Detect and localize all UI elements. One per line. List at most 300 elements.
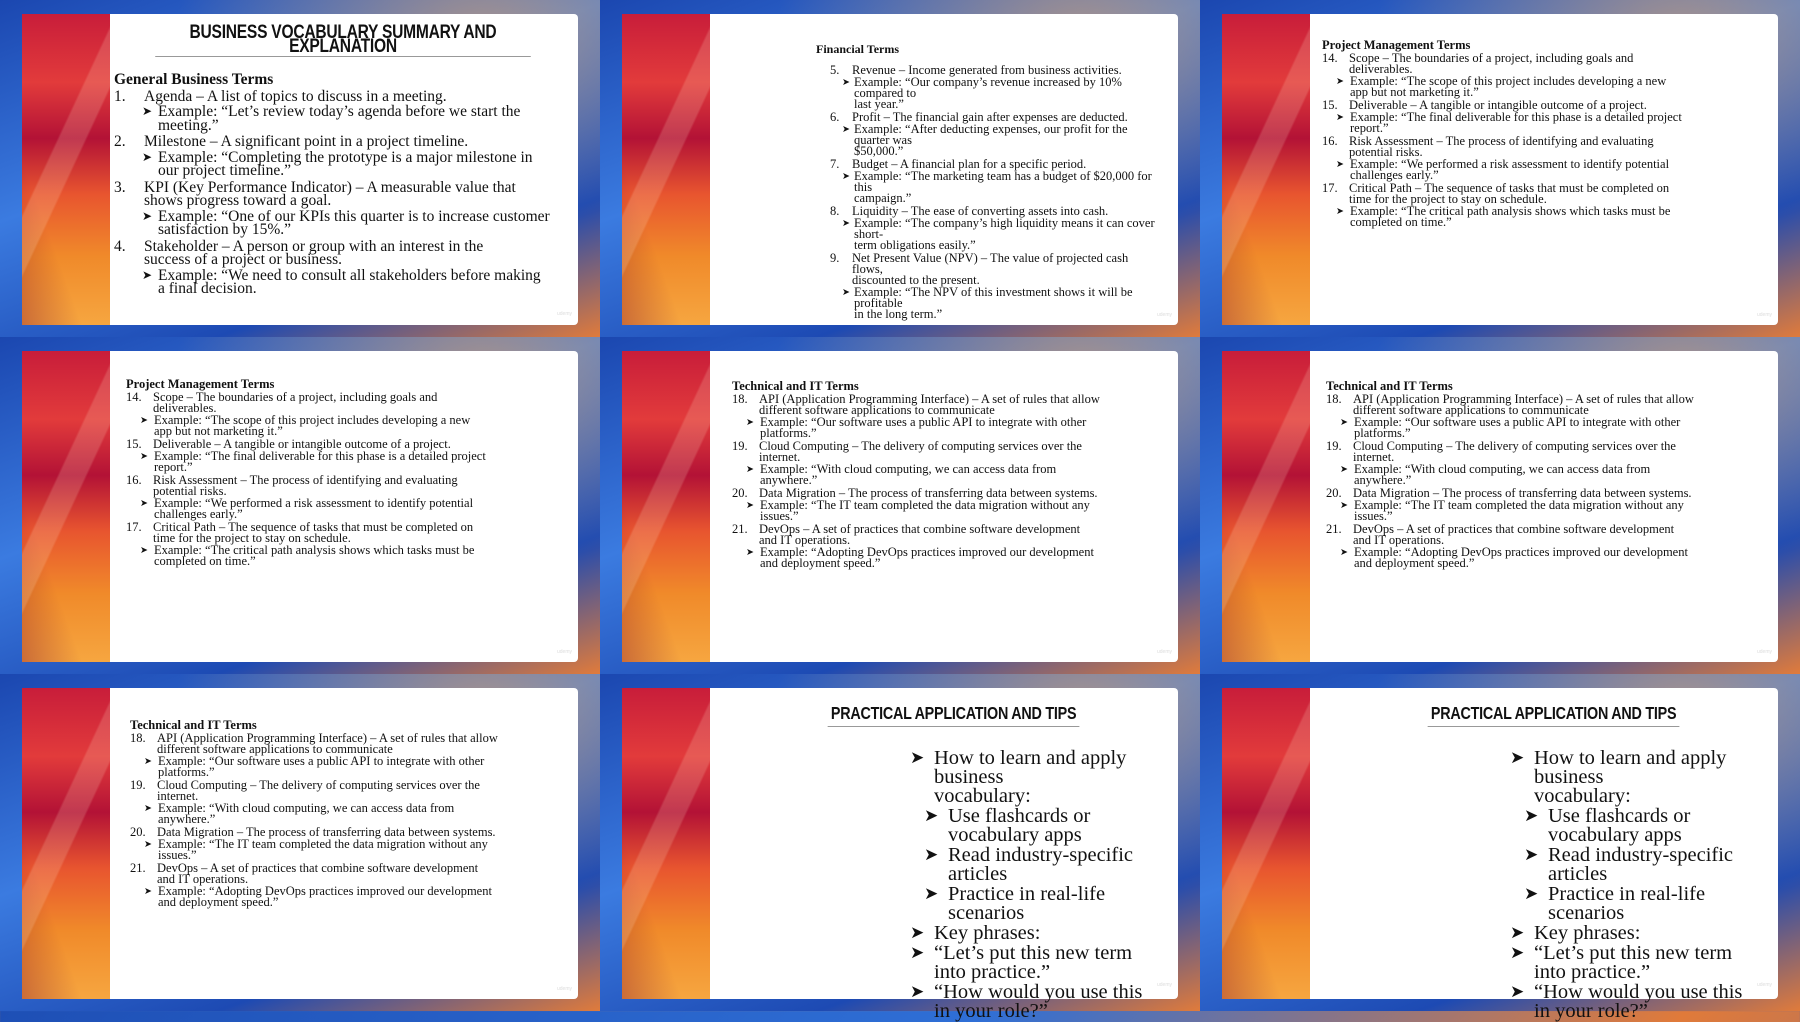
item-number: 20. [130, 825, 146, 839]
text-line: Cloud Computing – The delivery of computing services over the [157, 778, 480, 792]
text-line: Example: “The scope of this project includes developing a new [154, 413, 471, 427]
text-line: “Let’s put this new term into practice.” [1534, 942, 1733, 983]
text-line: Data Migration – The process of transferring data between systems. [157, 825, 496, 839]
term-item [126, 475, 568, 497]
section-heading: Project Management Terms [1322, 38, 1471, 52]
arrow-bullet-icon: ➤ [924, 806, 939, 826]
text-line: “How would you use this in your role?” [934, 981, 1143, 1022]
thumb-8[interactable] [600, 674, 1200, 1022]
text-line: platforms.” [158, 765, 215, 779]
slide-title: PRACTICAL APPLICATION AND TIPS [1428, 704, 1680, 727]
text-line: Example: “Our software uses a public API to integrate with other [1354, 415, 1681, 429]
arrow-bullet-icon: ➤ [910, 923, 925, 943]
watermark: udemy [1156, 312, 1172, 318]
text-line: Deliverable – A tangible or intangible outcome of a project. [153, 437, 451, 451]
slide-art [22, 351, 110, 662]
item-number: 1. [114, 87, 126, 105]
arrow-bullet-icon: ➤ [1336, 206, 1344, 217]
text-line: anywhere.” [1354, 473, 1412, 487]
term-item [1322, 183, 1768, 205]
text-line: platforms.” [1354, 426, 1411, 440]
arrow-bullet-icon: ➤ [910, 943, 925, 963]
text-line: different software applications to communicate [1353, 403, 1589, 417]
tip-bullet [910, 983, 1158, 1021]
text-line: Deliverable – A tangible or intangible outcome of a project. [1349, 98, 1647, 112]
text-line: Risk Assessment – The process of identifying and evaluating [1349, 134, 1654, 148]
text-line: Data Migration – The process of transferring data between systems. [1353, 486, 1692, 500]
arrow-bullet-icon: ➤ [1340, 464, 1348, 475]
arrow-bullet-icon: ➤ [144, 756, 152, 767]
arrow-bullet-icon: ➤ [1524, 845, 1539, 865]
text-line: and deployment speed.” [158, 895, 279, 909]
term-item [1322, 53, 1768, 75]
watermark: udemy [1756, 649, 1772, 655]
slide-tech-terms [1310, 351, 1778, 662]
example-item [732, 464, 1168, 486]
text-line: Example: “Adopting DevOps practices improved our development [760, 545, 1094, 559]
item-number: 2. [114, 133, 126, 150]
example-item [830, 77, 1158, 110]
tip-bullet [910, 807, 1158, 845]
item-number: 20. [732, 486, 748, 500]
item-number: 7. [830, 157, 840, 171]
thumb-4[interactable] [0, 337, 600, 674]
text-line: Liquidity – The ease of converting assets into cash. [852, 204, 1109, 218]
text-line: Example: “The final deliverable for this phase is a detailed project [154, 449, 486, 463]
text-line: our project timeline.” [158, 162, 291, 179]
watermark: udemy [556, 310, 572, 317]
item-number: 16. [126, 473, 142, 487]
item-number: 5. [830, 63, 840, 77]
example-item [130, 839, 568, 861]
text-line: Cloud Computing – The delivery of computing services over the [1353, 439, 1676, 453]
slide-art [1222, 688, 1310, 999]
text-line: $50,000.” [854, 144, 904, 158]
arrow-bullet-icon: ➤ [746, 417, 754, 428]
text-line: app but not marketing it.” [154, 424, 283, 438]
text-line: Example: “We performed a risk assessment to identify potential [1350, 157, 1670, 171]
item-number: 19. [130, 778, 146, 792]
example-item [130, 756, 568, 778]
tip-bullet [910, 846, 1158, 884]
thumb-1[interactable] [0, 0, 600, 337]
example-item [1322, 112, 1768, 134]
arrow-bullet-icon: ➤ [924, 845, 939, 865]
arrow-bullet-icon: ➤ [1510, 923, 1525, 943]
item-number: 8. [830, 204, 840, 218]
arrow-bullet-icon: ➤ [746, 500, 754, 511]
arrow-bullet-icon: ➤ [1524, 884, 1539, 904]
slide-practical-tips [1310, 688, 1778, 1022]
text-line: meeting.” [158, 116, 219, 134]
text-line: Practice in real-life scenarios [948, 883, 1106, 924]
text-line: Critical Path – The sequence of tasks that must be completed on [153, 520, 474, 534]
term-item [130, 733, 568, 755]
text-line: DevOps – A set of practices that combine software development [759, 522, 1081, 536]
text-line: vocabulary: [934, 785, 1031, 807]
term-item [1322, 136, 1768, 158]
slide-financial-terms [710, 14, 1178, 325]
thumb-7[interactable] [0, 674, 600, 1011]
arrow-bullet-icon: ➤ [910, 982, 925, 1002]
term-item [126, 522, 568, 544]
text-line: Example: “With cloud computing, we can access data from [1354, 462, 1651, 476]
text-line: Critical Path – The sequence of tasks that must be completed on [1349, 181, 1670, 195]
text-line: issues.” [760, 509, 799, 523]
arrow-bullet-icon: ➤ [1524, 806, 1539, 826]
example-item [830, 218, 1158, 251]
text-line: Example: “Our software uses a public API to integrate with other [760, 415, 1087, 429]
text-line: discounted to the present. [852, 273, 980, 287]
text-line: app but not marketing it.” [1350, 85, 1479, 99]
text-line: and deployment speed.” [760, 556, 881, 570]
text-line: Agenda – A list of topics to discuss in a meeting. [144, 87, 447, 105]
item-number: 19. [732, 439, 748, 453]
text-line: a final decision. [158, 280, 257, 297]
arrow-bullet-icon: ➤ [142, 104, 153, 118]
example-item [126, 451, 568, 473]
arrow-bullet-icon: ➤ [746, 464, 754, 475]
tip-bullet [1510, 924, 1758, 943]
text-line: Example: “The critical path analysis shows which tasks must be [1350, 204, 1671, 218]
text-line: Revenue – Income generated from business activities. [852, 63, 1122, 77]
watermark: udemy [1756, 312, 1772, 318]
arrow-bullet-icon: ➤ [1340, 500, 1348, 511]
text-line: internet. [759, 450, 801, 464]
text-line: different software applications to communicate [759, 403, 995, 417]
text-line: in the long term.” [854, 307, 943, 321]
item-number: 6. [830, 110, 840, 124]
item-number: 21. [732, 522, 748, 536]
text-line: API (Application Programming Interface) – A set of rules that allow [157, 731, 498, 745]
tip-bullet [1510, 885, 1758, 923]
text-line: vocabulary: [1534, 785, 1631, 807]
term-item [1326, 524, 1768, 546]
text-line: completed on time.” [1350, 215, 1452, 229]
example-item [126, 415, 568, 437]
text-line: potential risks. [153, 484, 227, 498]
text-line: Profit – The financial gain after expenses are deducted. [852, 110, 1128, 124]
item-number: 18. [732, 392, 748, 406]
term-item [114, 237, 572, 268]
slide-art [622, 688, 710, 999]
text-line: Example: “The scope of this project includes developing a new [1350, 74, 1667, 88]
example-item [130, 886, 568, 908]
text-line: Scope – The boundaries of a project, including goals and [1349, 51, 1634, 65]
term-item [1326, 394, 1768, 416]
slide-art [1222, 351, 1310, 662]
tips-list [750, 749, 1158, 1021]
text-line: and IT operations. [1353, 533, 1445, 547]
tip-bullet [1510, 944, 1758, 982]
example-item [114, 105, 572, 132]
term-item [126, 392, 568, 414]
term-item [114, 87, 572, 105]
tip-bullet [1510, 846, 1758, 884]
term-item [732, 524, 1168, 546]
text-line: Stakeholder – A person or group with an interest in the [144, 237, 484, 255]
watermark: udemy [1156, 982, 1172, 988]
term-list [732, 394, 1168, 569]
arrow-bullet-icon: ➤ [142, 149, 153, 164]
slide-art [22, 14, 110, 325]
text-line: report.” [1350, 121, 1389, 135]
text-line: report.” [154, 460, 193, 474]
arrow-bullet-icon: ➤ [140, 415, 148, 426]
term-list [130, 733, 568, 908]
arrow-bullet-icon: ➤ [842, 171, 850, 182]
text-line: Budget – A financial plan for a specific period. [852, 157, 1087, 171]
arrow-bullet-icon: ➤ [910, 748, 925, 768]
term-item [130, 863, 568, 885]
slide-tech-terms [710, 351, 1178, 662]
text-line: Milestone – A significant point in a project timeline. [144, 133, 469, 150]
text-line: and IT operations. [759, 533, 851, 547]
arrow-bullet-icon: ➤ [142, 208, 153, 223]
tip-bullet [1510, 749, 1758, 806]
text-line: term obligations easily.” [854, 238, 976, 252]
tip-bullet [910, 885, 1158, 923]
term-list [1322, 53, 1768, 228]
text-line: Example: “The final deliverable for this phase is a detailed project [1350, 110, 1682, 124]
example-item [732, 547, 1168, 569]
arrow-bullet-icon: ➤ [842, 287, 850, 298]
text-line: shows progress toward a goal. [144, 192, 332, 209]
section-heading: Technical and IT Terms [130, 718, 257, 732]
tip-bullet [1510, 807, 1758, 845]
example-item [1322, 206, 1768, 228]
example-item [732, 417, 1168, 439]
text-line: Example: “Completing the prototype is a major milestone in [158, 148, 533, 166]
example-item [114, 266, 572, 297]
item-number: 18. [130, 731, 146, 745]
slide-title: PRACTICAL APPLICATION AND TIPS [828, 704, 1080, 727]
arrow-bullet-icon: ➤ [140, 545, 148, 556]
slide-title: BUSINESS VOCABULARY SUMMARY AND EXPLANATION [155, 26, 531, 57]
example-item [126, 545, 568, 567]
item-number: 21. [130, 861, 146, 875]
text-line: “Let’s put this new term into practice.” [934, 942, 1133, 983]
slide-general-terms [110, 14, 578, 325]
watermark: udemy [1156, 649, 1172, 655]
text-line: API (Application Programming Interface) – A set of rules that allow [1353, 392, 1694, 406]
example-item [1326, 464, 1768, 486]
text-line: DevOps – A set of practices that combine software development [157, 861, 479, 875]
text-line: Read industry-specific articles [1548, 844, 1734, 885]
text-line: Example: “With cloud computing, we can access data from [760, 462, 1057, 476]
text-line: anywhere.” [158, 812, 216, 826]
text-line: and IT operations. [157, 872, 249, 886]
term-list [1326, 394, 1768, 569]
text-line: Risk Assessment – The process of identifying and evaluating [153, 473, 458, 487]
item-number: 4. [114, 237, 126, 255]
item-number: 14. [126, 390, 142, 404]
text-line: anywhere.” [760, 473, 818, 487]
slide-practical-tips [710, 688, 1178, 1022]
text-line: Example: “The critical path analysis shows which tasks must be [154, 543, 475, 557]
text-line: Example: “The IT team completed the data migration without any [1354, 498, 1684, 512]
text-line: Example: “One of our KPIs this quarter is to increase customer [158, 207, 550, 225]
text-line: Example: “The IT team completed the data migration without any [158, 837, 488, 851]
text-line: different software applications to communicate [157, 742, 393, 756]
text-line: Example: “Our software uses a public API to integrate with other [158, 754, 485, 768]
example-item [830, 171, 1158, 204]
section-heading: Financial Terms [816, 42, 900, 56]
thumb-6[interactable] [1200, 337, 1800, 674]
tip-bullet [910, 749, 1158, 806]
text-line: Key phrases: [934, 922, 1041, 944]
arrow-bullet-icon: ➤ [1340, 417, 1348, 428]
example-item [830, 287, 1158, 320]
text-line: DevOps – A set of practices that combine software development [1353, 522, 1675, 536]
term-item [114, 135, 572, 149]
text-line: Example: “Our company’s revenue increased by 10% compared to [854, 75, 1122, 100]
tips-list [1350, 749, 1758, 1021]
item-number: 15. [126, 437, 142, 451]
term-item [732, 441, 1168, 463]
arrow-bullet-icon: ➤ [1510, 943, 1525, 963]
text-line: Example: “We need to consult all stakeholders before making [158, 266, 541, 284]
arrow-bullet-icon: ➤ [140, 498, 148, 509]
item-number: 3. [114, 178, 126, 196]
thumb-5[interactable] [600, 337, 1200, 674]
text-line: and deployment speed.” [1354, 556, 1475, 570]
section-heading: Technical and IT Terms [1326, 379, 1453, 393]
arrow-bullet-icon: ➤ [1510, 748, 1525, 768]
text-line: Example: “With cloud computing, we can access data from [158, 801, 455, 815]
text-line: Example: “We performed a risk assessment to identify potential [154, 496, 474, 510]
text-line: success of a project or business. [144, 251, 343, 268]
text-line: “How would you use this in your role?” [1534, 981, 1743, 1022]
section-heading: General Business Terms [114, 71, 274, 88]
watermark: udemy [556, 986, 572, 992]
slide-project-terms [1310, 14, 1778, 325]
text-line: challenges early.” [154, 507, 243, 521]
text-line: issues.” [1354, 509, 1393, 523]
text-line: Data Migration – The process of transferring data between systems. [759, 486, 1098, 500]
example-item [1322, 76, 1768, 98]
example-item [830, 124, 1158, 157]
arrow-bullet-icon: ➤ [1340, 547, 1348, 558]
item-number: 21. [1326, 522, 1342, 536]
text-line: Example: “The IT team completed the data migration without any [760, 498, 1090, 512]
term-item [130, 780, 568, 802]
example-item [114, 207, 572, 238]
term-item [114, 178, 572, 209]
thumb-3[interactable] [1200, 0, 1800, 337]
example-item [130, 803, 568, 825]
thumb-2[interactable] [600, 0, 1200, 337]
item-number: 19. [1326, 439, 1342, 453]
text-line: Example: “The company’s high liquidity means it can cover short- [854, 216, 1155, 241]
arrow-bullet-icon: ➤ [1510, 982, 1525, 1002]
text-line: Practice in real-life scenarios [1548, 883, 1706, 924]
item-number: 9. [830, 251, 840, 265]
arrow-bullet-icon: ➤ [842, 124, 850, 135]
thumb-9[interactable] [1200, 674, 1800, 1022]
text-line: last year.” [854, 97, 904, 111]
section-heading: Technical and IT Terms [732, 379, 859, 393]
arrow-bullet-icon: ➤ [842, 218, 850, 229]
slide-art [622, 351, 710, 662]
slide-art [622, 14, 710, 325]
text-line: time for the project to stay on schedule. [153, 531, 351, 545]
watermark: udemy [556, 649, 572, 655]
item-number: 15. [1322, 98, 1338, 112]
text-line: deliverables. [153, 401, 217, 415]
text-line: potential risks. [1349, 145, 1423, 159]
example-item [1322, 159, 1768, 181]
text-line: Example: “The NPV of this investment shows it will be profitable [854, 285, 1133, 310]
slide-tech-terms [110, 688, 578, 999]
arrow-bullet-icon: ➤ [746, 547, 754, 558]
arrow-bullet-icon: ➤ [924, 884, 939, 904]
item-number: 18. [1326, 392, 1342, 406]
arrow-bullet-icon: ➤ [1336, 112, 1344, 123]
item-number: 16. [1322, 134, 1338, 148]
tip-bullet [1510, 983, 1758, 1021]
text-line: Example: “Adopting DevOps practices improved our development [158, 884, 492, 898]
text-line: Key phrases: [1534, 922, 1641, 944]
text-line: How to learn and apply business [934, 747, 1127, 788]
arrow-bullet-icon: ➤ [140, 451, 148, 462]
example-item [1326, 500, 1768, 522]
text-line: Net Present Value (NPV) – The value of projected cash flows, [852, 251, 1129, 276]
text-line: satisfaction by 15%.” [158, 221, 292, 238]
arrow-bullet-icon: ➤ [144, 839, 152, 850]
tip-bullet [910, 944, 1158, 982]
example-item [114, 148, 572, 179]
watermark: udemy [1756, 982, 1772, 988]
text-line: completed on time.” [154, 554, 256, 568]
text-line: Use flashcards or vocabulary apps [1548, 805, 1691, 846]
term-item [830, 253, 1158, 286]
text-line: API (Application Programming Interface) – A set of rules that allow [759, 392, 1100, 406]
text-line: Cloud Computing – The delivery of computing services over the [759, 439, 1082, 453]
arrow-bullet-icon: ➤ [1336, 76, 1344, 87]
text-line: challenges early.” [1350, 168, 1439, 182]
example-item [1326, 547, 1768, 569]
term-item [732, 394, 1168, 416]
term-list [126, 392, 568, 567]
slide-project-terms [110, 351, 578, 662]
text-line: Read industry-specific articles [948, 844, 1134, 885]
text-line: How to learn and apply business [1534, 747, 1727, 788]
text-line: internet. [157, 789, 199, 803]
text-line: deliverables. [1349, 62, 1413, 76]
term-item [1326, 441, 1768, 463]
text-line: KPI (Key Performance Indicator) – A measurable value that [144, 178, 516, 196]
text-line: time for the project to stay on schedule. [1349, 192, 1547, 206]
example-item [1326, 417, 1768, 439]
arrow-bullet-icon: ➤ [842, 77, 850, 88]
text-line: Use flashcards or vocabulary apps [948, 805, 1091, 846]
arrow-bullet-icon: ➤ [142, 267, 153, 282]
text-line: Example: “After deducting expenses, our profit for the quarter was [854, 122, 1128, 147]
arrow-bullet-icon: ➤ [144, 803, 152, 814]
tip-bullet [910, 924, 1158, 943]
example-item [126, 498, 568, 520]
term-list [114, 87, 572, 297]
text-line: platforms.” [760, 426, 817, 440]
text-line: Example: “Adopting DevOps practices improved our development [1354, 545, 1688, 559]
arrow-bullet-icon: ➤ [1336, 159, 1344, 170]
text-line: internet. [1353, 450, 1395, 464]
term-list [830, 65, 1158, 320]
example-item [732, 500, 1168, 522]
section-heading: Project Management Terms [126, 377, 275, 391]
item-number: 20. [1326, 486, 1342, 500]
